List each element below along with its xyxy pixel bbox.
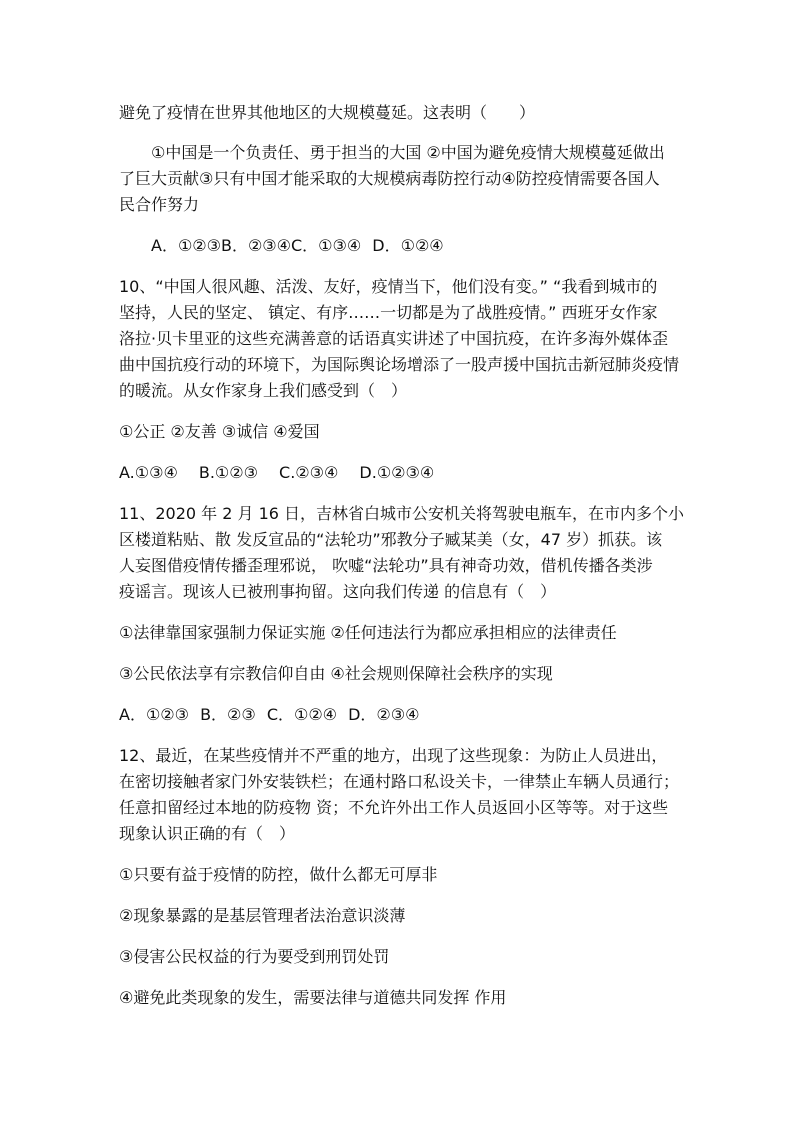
- q12-stem-line: 任意扣留经过本地的防疫物 资；不允许外出工作人员返回小区等等。对于这些: [119, 798, 669, 817]
- q10-options: A.①③④ B.①②③ C.②③④ D.①②③④: [119, 463, 435, 482]
- q11-options: A．①②③ B．②③ C．①②④ D．②③④: [119, 705, 420, 724]
- q9-stem-tail: 避免了疫情在世界其他地区的大规模蔓延。这表明（ ）: [119, 103, 536, 122]
- q12-stem-line: 现象认识正确的有（ ）: [119, 824, 296, 843]
- q12-stem-line: 12、最近，在某些疫情并不严重的地方，出现了这些现象：为防止人员进出，: [119, 746, 668, 765]
- q11-stem-line: 11、2020 年 2 月 16 日，吉林省白城市公安机关将驾驶电瓶车，在市内多个小: [119, 504, 685, 523]
- q10-stem-line: 10、“中国人很风趣、活泼、友好，疫情当下，他们没有变。” “我看到城市的: [119, 277, 658, 296]
- q10-statements: ①公正 ②友善 ③诚信 ④爱国: [119, 422, 320, 441]
- q12-statement: ③侵害公民权益的行为要受到刑罚处罚: [119, 947, 390, 966]
- q11-statement-line: ①法律靠国家强制力保证实施 ②任何违法行为都应承担相应的法律责任: [119, 623, 617, 642]
- q9-options: A．①②③B．②③④C．①③④ D．①②④: [151, 236, 444, 255]
- q12-statement: ④避免此类现象的发生，需要法律与道德共同发挥 作用: [119, 988, 507, 1007]
- q12-statement: ②现象暴露的是基层管理者法治意识淡薄: [119, 906, 406, 925]
- q10-stem-line: 洛拉·贝卡里亚的这些充满善意的话语真实讲述了中国抗疫，在许多海外媒体歪: [119, 329, 669, 348]
- q12-stem-line: 在密切接触者家门外安装铁栏；在通村路口私设关卡，一律禁止车辆人员通行；: [119, 772, 680, 791]
- q10-stem-line: 的暖流。从女作家身上我们感受到（ ）: [119, 381, 408, 400]
- q10-stem-line: 坚持，人民的坚定、 镇定、有序……一切都是为了战胜疫情。” 西班牙女作家: [119, 303, 658, 322]
- q11-statement-line: ③公民依法享有宗教信仰自由 ④社会规则保障社会秩序的实现: [119, 664, 553, 683]
- q12-statement: ①只要有益于疫情的防控，做什么都无可厚非: [119, 865, 438, 884]
- q9-statement-line: 了巨大贡献③只有中国才能采取的大规模病毒防控行动④防控疫情需要各国人: [119, 169, 660, 188]
- q10-stem-line: 曲中国抗疫行动的环境下，为国际舆论场增添了一股声援中国抗击新冠肺炎疫情: [119, 355, 680, 374]
- q11-stem-line: 人妄图借疫情传播歪理邪说， 吹嘘“法轮功”具有神奇功效，借机传播各类涉: [119, 556, 653, 575]
- q9-statement-line: ①中国是一个负责任、勇于担当的大国 ②中国为避免疫情大规模蔓延做出: [151, 143, 665, 162]
- q11-stem-line: 区楼道粘贴、散 发反宣品的“法轮功”邪教分子臧某美（女，47 岁）抓获。该: [119, 530, 663, 549]
- q11-stem-line: 疫谣言。现该人已被刑事拘留。这向我们传递 的信息有（ ）: [119, 582, 557, 601]
- question-content: [119, 100, 685, 1011]
- q9-statement-line: 民合作努力: [119, 195, 200, 214]
